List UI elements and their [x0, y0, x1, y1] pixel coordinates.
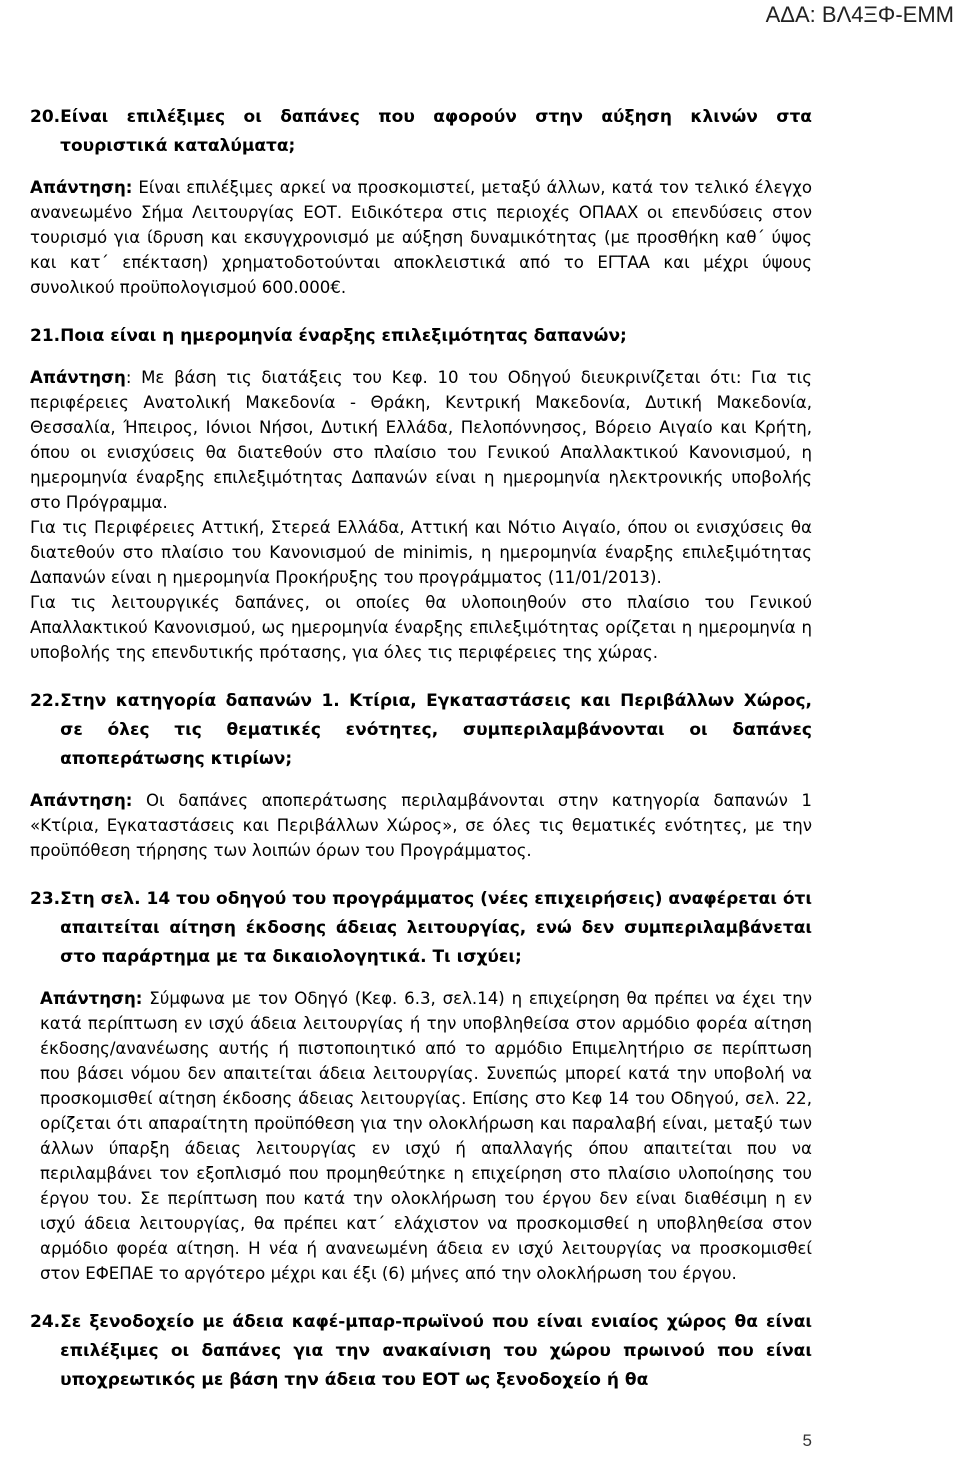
answer-text: Είναι επιλέξιμες αρκεί να προσκομιστεί, μεταξύ άλλων, κατά τον τελικό έλεγχο ανανεωμένο Σήμα Λειτουργίας ΕΟΤ. Ειδικότερα στις περιοχές ΟΠΑΑΧ οι επενδύσεις στον τουρισμό για ίδρυση και εκσυγχρονισμό με αύξηση δυναμικότητας (με προσθήκη καθ΄ ύψος και κατ΄ επέκταση) χρηματοδοτούνται αποκλειστικά από το ΕΓΤΑΑ και μέχρι ύψους συνολικού προϋπολογισμού 600.000€. — [30, 178, 812, 297]
question-number: 21. — [30, 326, 61, 346]
answer-text: Οι δαπάνες αποπεράτωσης περιλαμβάνονται στην κατηγορία δαπανών 1 «Κτίρια, Εγκαταστάσεις και Περιβάλλων Χώρος», σε όλες τις θεματικές ενότητες, με την προϋπόθεση τήρησης των λοιπών όρων του Προγράμματος. — [30, 791, 812, 860]
question-number: 22. — [30, 691, 61, 711]
question-number: 23. — [30, 889, 61, 909]
answer-text: : Με βάση τις διατάξεις του Κεφ. 10 του Οδηγού διευκρινίζεται ότι: Για τις περιφέρειες Ανατολική Μακεδονία - Θράκη, Κεντρική Μακεδονία, Δυτική Μακεδονία, Θεσσαλία, Ήπειρος, Ιόνιοι Νήσοι, Δυτική Ελλάδα, Πελοπόννησος, Βόρειο Αιγαίο και Κρήτη, όπου οι ενισχύσεις θα διατεθούν στο πλαίσιο του Γενικού Απαλλακτικού Κανονισμού, η ημερομηνία έναρξης επιλεξιμότητας Δαπανών είναι η ημερομηνία ηλεκτρονικής υποβολής στο Πρόγραμμα. — [30, 368, 812, 512]
page-number: 5 — [802, 1431, 812, 1450]
question-text: Στην κατηγορία δαπανών 1. Κτίρια, Εγκαταστάσεις και Περιβάλλων Χώρος, σε όλες τις θεματικές ενότητες, συμπεριλαμβάνονται οι δαπάνες αποπεράτωσης κτιρίων; — [60, 691, 812, 769]
answer-text: Σύμφωνα με τον Οδηγό (Κεφ. 6.3, σελ.14) η επιχείρηση θα πρέπει να έχει την κατά περίπτωση εν ισχύ άδεια λειτουργίας ή την υποβληθείσα στον αρμόδιο φορέα αίτηση έκδοσης/ανανέωσης αυτής ή πιστοποιητικό από το αρμόδιο Επιμελητήριο σε περίπτωση που βάσει νόμου δεν απαιτείται άδεια λειτουργίας. Συνεπώς μπορεί κατά την υποβολή να προσκομισθεί αίτηση έκδοσης άδειας λειτουργίας. Επίσης στο Κεφ 14 του Οδηγού, σελ. 22, ορίζεται ότι απαραίτητη προϋπόθεση για την ολοκλήρωση και παραλαβή είναι, μεταξύ των άλλων ύπαρξη άδειας λειτουργίας εν ισχύ ή απαλλαγής όπου απαιτείται που να περιλαμβάνει τον εξοπλισμό που προμηθεύτηκε η επιχείρηση στο πλαίσιο υλοποίησης του έργου του. Σε περίπτωση που κατά την ολοκλήρωση του έργου δεν είναι διαθέσιμη η εν ισχύ άδεια λειτουργίας, θα πρέπει κατ΄ ελάχιστον να προσκομισθεί η υποβληθείσα στον αρμόδιο φορέα αίτηση. Η νέα ή ανανεωμένη άδεια εν ισχύ λειτουργίας να προσκομισθεί στον ΕΦΕΠΑΕ το αργότερο μέχρι και έξι (6) μήνες από την ολοκλήρωση του έργου. — [40, 989, 812, 1283]
answer-label: Απάντηση: — [30, 791, 133, 810]
answer-21-paragraph-2: Για τις Περιφέρειες Αττική, Στερεά Ελλάδα, Αττική και Νότιο Αιγαίο, όπου οι ενισχύσεις θα διατεθούν στο πλαίσιο του Κανονισμού de minimis, η ημερομηνία έναρξης επιλεξιμότητας Δαπανών είναι η ημερομηνία Προκήρυξης του προγράμματος (11/01/2013). — [30, 518, 812, 587]
question-20 — [30, 103, 812, 161]
question-21 — [30, 322, 812, 351]
question-24 — [30, 1308, 812, 1395]
answer-label: Απάντηση: — [40, 989, 143, 1008]
question-text: Είναι επιλέξιμες οι δαπάνες που αφορούν στην αύξηση κλινών στα τουριστικά καταλύματα; — [60, 107, 812, 156]
question-22 — [30, 687, 812, 774]
question-text: Ποια είναι η ημερομηνία έναρξης επιλεξιμότητας δαπανών; — [60, 326, 627, 346]
question-text: Σε ξενοδοχείο με άδεια καφέ-μπαρ-πρωϊνού που είναι ενιαίος χώρος θα είναι επιλέξιμες οι δαπάνες για την ανακαίνιση του χώρου πρωινού που είναι υποχρεωτικός με βάση την άδεια του ΕΟΤ ως ξενοδοχείο ή θα — [60, 1312, 812, 1390]
question-23 — [30, 885, 812, 972]
answer-21 — [30, 365, 812, 515]
question-number: 20. — [30, 107, 61, 127]
answer-21-paragraph-3: Για τις λειτουργικές δαπάνες, οι οποίες θα υλοποιηθούν στο πλαίσιο του Γενικού Απαλλακτικού Κανονισμού, ως ημερομηνία έναρξης επιλεξιμότητας ορίζεται η ημερομηνία η υποβολής της επενδυτικής πρότασης, για όλες τις περιφέρειες της χώρας. — [30, 593, 812, 662]
ada-code: ΑΔΑ: ΒΛ4ΞΦ-ΕΜΜ — [765, 2, 954, 27]
question-text: Στη σελ. 14 του οδηγού του προγράμματος (νέες επιχειρήσεις) αναφέρεται ότι απαιτείται αίτηση έκδοσης άδειας λειτουργίας, ενώ δεν συμπεριλαμβάνεται στο παράρτημα με τα δικαιολογητικά. Τι ισχύει; — [60, 889, 812, 967]
answer-20 — [30, 175, 812, 300]
question-number: 24. — [30, 1312, 61, 1332]
document-body — [30, 103, 812, 1395]
answer-23 — [30, 986, 812, 1286]
answer-label: Απάντηση: — [30, 178, 133, 197]
answer-label: Απάντηση — [30, 368, 126, 387]
answer-22 — [30, 788, 812, 863]
